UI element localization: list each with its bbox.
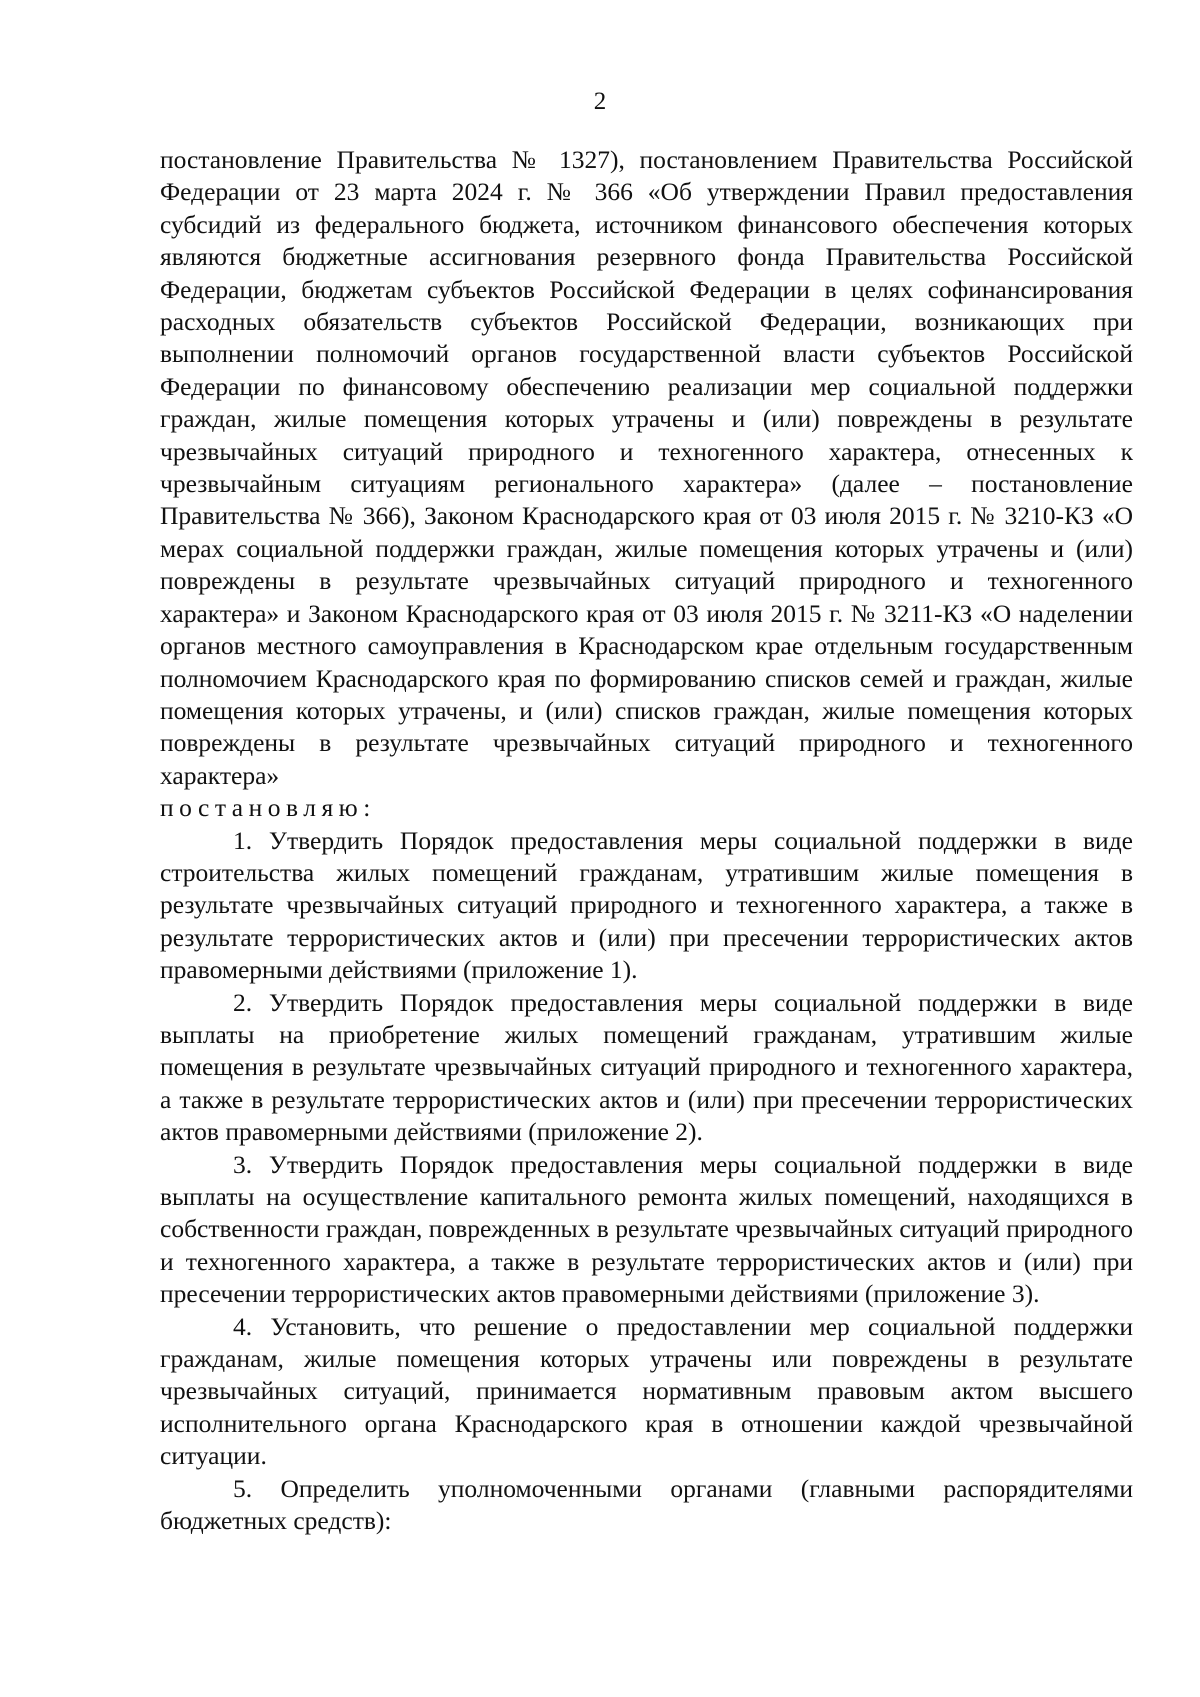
document-body xyxy=(160,144,1133,1537)
item-3-paragraph: 3. Утвердить Порядок предоставления меры социальной поддержки в виде выплаты на осуществление капитального ремонта жилых помещений, находящихся в собственности граждан, поврежденных в результате чрезвычайных ситуаций природного и техногенного характера, а также в результате террористических актов и (или) при пресечении террористических актов правомерными действиями (приложение 3). xyxy=(160,1149,1133,1309)
item-2-paragraph: 2. Утвердить Порядок предоставления меры социальной поддержки в виде выплаты на приобретение жилых помещений гражданам, утратившим жилые помещения в результате чрезвычайных ситуаций природного и техногенного характера, а также в результате террористических актов и (или) при пресечении террористических актов правомерными действиями (приложение 2). xyxy=(160,987,1133,1147)
resolve-word: постановляю: xyxy=(160,793,376,823)
item-4-paragraph: 4. Установить, что решение о предоставлении мер социальной поддержки гражданам, жилые помещения которых утрачены или повреждены в результате чрезвычайных ситуаций, принимается нормативным правовым актом высшего исполнительного органа Краснодарского края в отношении каждой чрезвычайной ситуации. xyxy=(160,1311,1133,1471)
item-5-paragraph: 5. Определить уполномоченными органами (главными распорядителями бюджетных средств): xyxy=(160,1473,1133,1536)
item-1-paragraph: 1. Утвердить Порядок предоставления меры социальной поддержки в виде строительства жилых помещений гражданам, утратившим жилые помещения в результате чрезвычайных ситуаций природного и техногенного характера, а также в результате террористических актов и (или) при пресечении террористических актов правомерными действиями (приложение 1). xyxy=(160,825,1133,985)
intro-paragraph: постановление Правительства № 1327), постановлением Правительства Российской Федерации от 23 марта 2024 г. № 366 «Об утверждении Правил предоставления субсидий из федерального бюджета, источником финансового обеспечения которых являются бюджетные ассигнования резервного фонда Правительства Российской Федерации, бюджетам субъектов Российской Федерации в целях софинансирования расходных обязательств субъектов Российской Федерации, возникающих при выполнении полномочий органов государственной власти субъектов Российской Федерации по финансовому обеспечению реализации мер социальной поддержки граждан, жилые помещения которых утрачены и (или) повреждены в результате чрезвычайных ситуаций природного и техногенного характера, отнесенных к чрезвычайным ситуациям регионального характера» (далее – постановление Правительства № 366), Законом Краснодарского края от 03 июля 2015 г. № 3210-КЗ «О мерах социальной поддержки граждан, жилые помещения которых утрачены и (или) повреждены в результате чрезвычайных ситуаций природного и техногенного характера» и Законом Краснодарского края от 03 июля 2015 г. № 3211-КЗ «О наделении органов местного самоуправления в Краснодарском крае отдельным государственным полномочием Краснодарского края по формированию списков семей и граждан, жилые помещения которых утрачены, и (или) списков граждан, жилые помещения которых повреждены в результате чрезвычайных ситуаций природного и техногенного характера» xyxy=(160,145,1133,790)
page-number: 2 xyxy=(593,88,607,115)
